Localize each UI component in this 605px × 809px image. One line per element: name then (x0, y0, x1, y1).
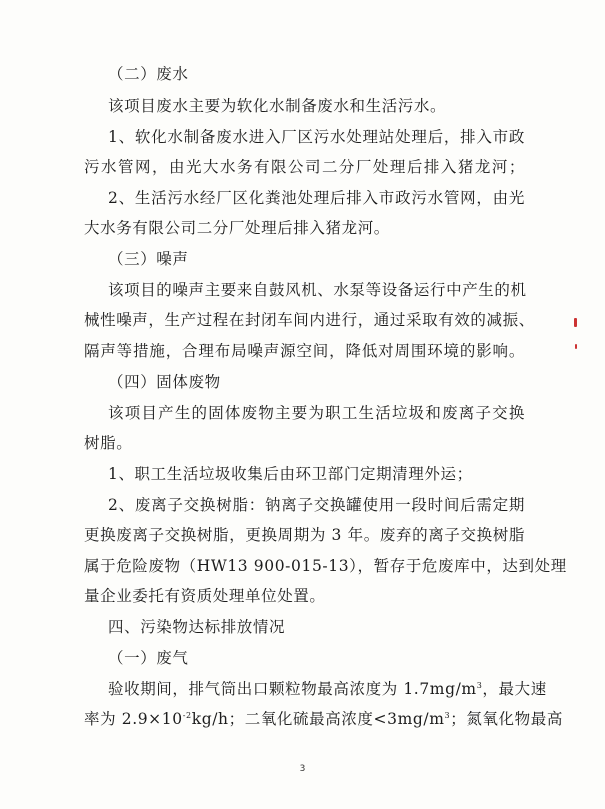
paragraph-line: 验收期间，排气筒出口颗粒物最高浓度为 $1.7mg/m^3$，最大速 (108, 680, 547, 698)
paragraph-line: 率为 $2.9\times 10^{-2}kg/h$；二氧化硫最高浓度$<3mg/m^3$；氮氧化物最高 (84, 710, 563, 728)
section-heading-wastewater: （二）废水 (108, 65, 189, 83)
superscript: 3 (444, 710, 451, 720)
superscript: -2 (182, 710, 192, 720)
section-heading-noise: （三）噪声 (108, 250, 189, 268)
superscript: 3 (476, 680, 483, 690)
paragraph-line: 更换废离子交换树脂，更换周期为 3 年。废弃的离子交换树脂 (84, 526, 525, 544)
page-number: 3 (299, 764, 306, 774)
section-heading-exhaust-gas: （一）废气 (108, 649, 189, 667)
paragraph-line: 属于危险废物（HW13 900-015-13），暂存于危废库中，达到处理 (84, 557, 567, 575)
paragraph-line: 该项目产生的固体废物主要为职工生活垃圾和废离子交换 (108, 404, 525, 422)
paragraph-line: 1、软化水制备废水进入厂区污水处理站处理后，排入市政 (108, 128, 525, 146)
paragraph-line: 2、废离子交换树脂：钠离子交换罐使用一段时间后需定期 (108, 496, 525, 514)
paragraph-line: 2、生活污水经厂区化粪池处理后排入市政污水管网，由光 (108, 189, 525, 207)
paragraph-line: 量企业委托有资质处理单位处置。 (84, 587, 326, 605)
section-heading-emission-compliance: 四、污染物达标排放情况 (108, 618, 286, 636)
paragraph-line: 1、职工生活垃圾收集后由环卫部门定期清理外运； (108, 465, 473, 483)
paragraph-line: 该项目废水主要为软化水制备废水和生活污水。 (108, 97, 447, 115)
paragraph-line: 污水管网，由光大水务有限公司二分厂处理后排入猪龙河； (84, 158, 525, 176)
stamp-mark (574, 318, 577, 327)
paragraph-line: 该项目的噪声主要来自鼓风机、水泵等设备运行中产生的机 (108, 281, 527, 299)
paragraph-line: 隔声等措施，合理布局噪声源空间，降低对周围环境的影响。 (84, 342, 525, 360)
paragraph-line: 大水务有限公司二分厂处理后排入猪龙河。 (84, 219, 390, 237)
stamp-mark (575, 344, 577, 349)
paragraph-line: 树脂。 (84, 434, 133, 452)
paragraph-line: 械性噪声，生产过程在封闭车间内进行，通过采取有效的减振、 (84, 311, 535, 329)
section-heading-solid-waste: （四）固体废物 (108, 373, 221, 391)
